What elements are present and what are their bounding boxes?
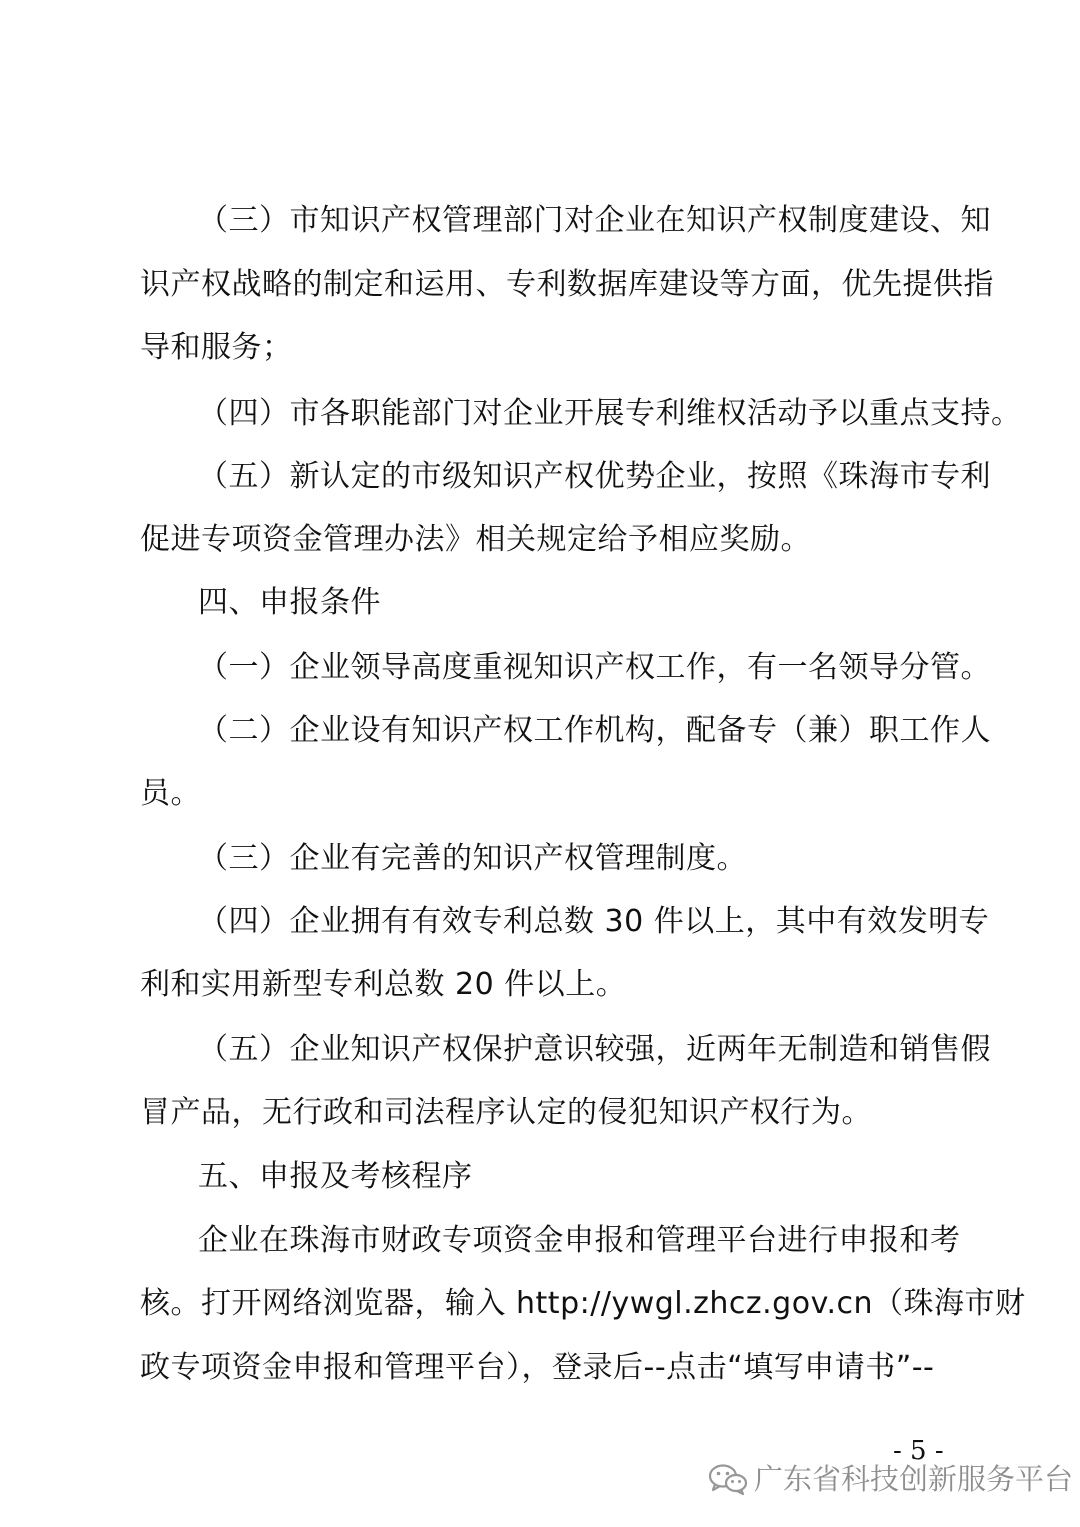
paragraph-line: 核。打开网络浏览器，输入 http://ywgl.zhcz.gov.cn（珠海市财 [140, 1286, 1026, 1321]
paragraph-line: 导和服务； [140, 330, 293, 365]
paragraph-line: 促进专项资金管理办法》相关规定给予相应奖励。 [140, 522, 811, 557]
watermark [708, 1462, 1073, 1496]
paragraph-line: （五）新认定的市级知识产权优势企业，按照《珠海市专利 [198, 459, 991, 494]
paragraph-line: 冒产品，无行政和司法程序认定的侵犯知识产权行为。 [140, 1095, 872, 1130]
section-heading: 四、申报条件 [198, 585, 381, 620]
paragraph-line: （二）企业设有知识产权工作机构，配备专（兼）职工作人 [198, 713, 991, 748]
paragraph-line: （四）市各职能部门对企业开展专利维权活动予以重点支持。 [198, 396, 1022, 431]
paragraph-line: （五）企业知识产权保护意识较强，近两年无制造和销售假 [198, 1032, 991, 1067]
paragraph-line: （三）企业有完善的知识产权管理制度。 [198, 841, 747, 876]
paragraph-line: 员。 [140, 776, 201, 811]
paragraph-line: 利和实用新型专利总数 20 件以上。 [140, 967, 627, 1002]
page-number: - 5 - [893, 1436, 944, 1466]
section-heading: 五、申报及考核程序 [198, 1159, 473, 1194]
paragraph-line: 识产权战略的制定和运用、专利数据库建设等方面，优先提供指 [140, 267, 994, 302]
paragraph-line: （四）企业拥有有效专利总数 30 件以上，其中有效发明专 [198, 904, 990, 939]
paragraph-line: （一）企业领导高度重视知识产权工作，有一名领导分管。 [198, 650, 991, 685]
watermark-text: 广东省科技创新服务平台 [754, 1462, 1074, 1496]
paragraph-line: 政专项资金申报和管理平台），登录后--点击“填写申请书”-- [140, 1350, 935, 1385]
wechat-icon [708, 1462, 748, 1496]
paragraph-line: 企业在珠海市财政专项资金申报和管理平台进行申报和考 [198, 1223, 961, 1258]
paragraph-line: （三）市知识产权管理部门对企业在知识产权制度建设、知 [198, 203, 991, 238]
